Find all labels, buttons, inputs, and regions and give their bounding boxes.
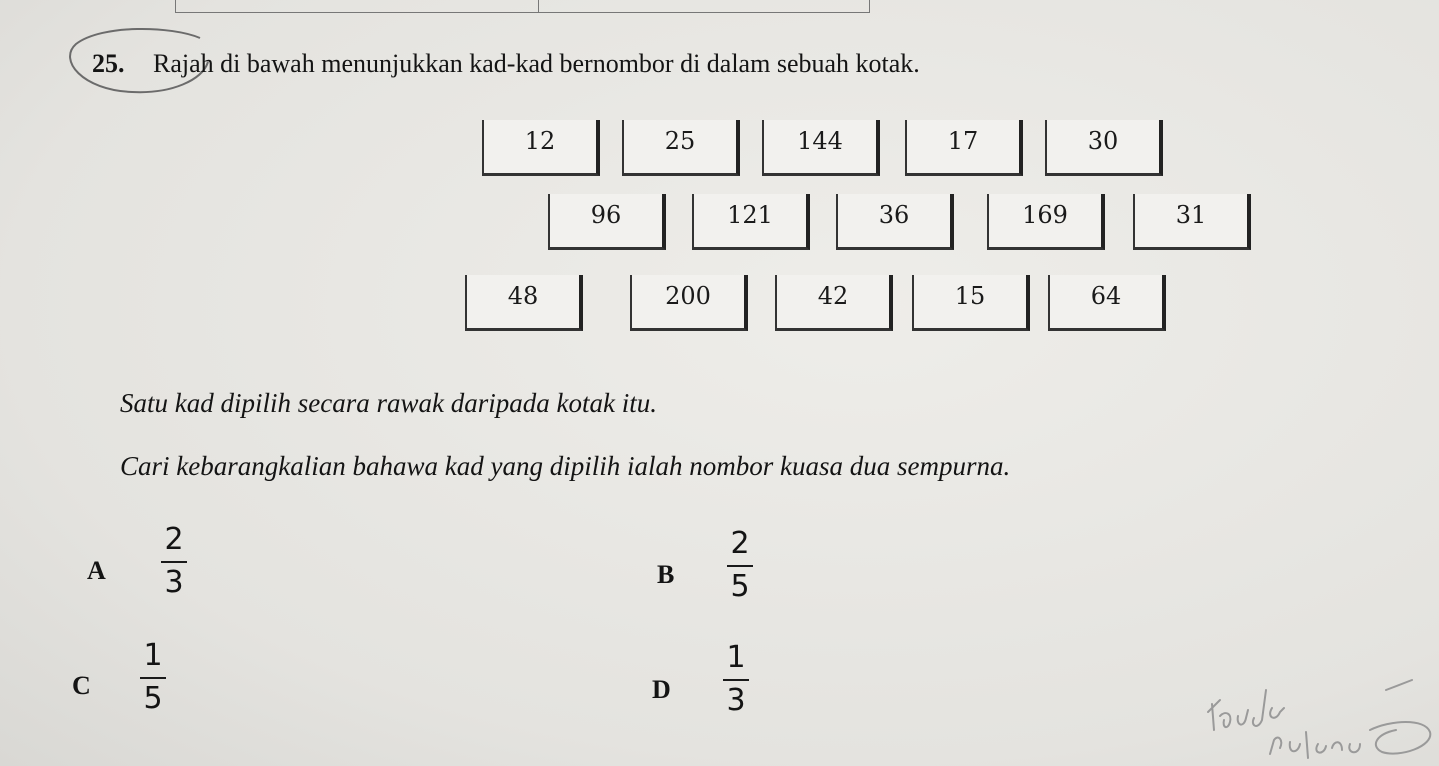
option-b-fraction[interactable] (720, 526, 760, 604)
option-c-numerator: 1 (143, 638, 163, 673)
option-d-denominator: 3 (726, 683, 746, 718)
number-card: 48 (465, 275, 583, 331)
previous-question-box-edge (175, 0, 870, 13)
number-card: 96 (548, 194, 666, 250)
number-card: 200 (630, 275, 748, 331)
previous-question-box-divider (538, 0, 539, 12)
number-card: 25 (622, 120, 740, 176)
option-c-letter[interactable]: C (72, 671, 91, 700)
option-d-fraction[interactable] (716, 640, 756, 718)
number-card: 36 (836, 194, 954, 250)
number-card: 12 (482, 120, 600, 176)
fraction-bar (140, 677, 166, 679)
pencil-scribble (1200, 660, 1439, 766)
option-c-denominator: 5 (143, 681, 163, 716)
statement-line-1: Satu kad dipilih secara rawak daripada kotak itu. (120, 388, 657, 418)
statement-line-2: Cari kebarangkalian bahawa kad yang dipilih ialah nombor kuasa dua sempurna. (120, 451, 1011, 481)
option-d-letter[interactable]: D (652, 675, 671, 704)
option-a-numerator: 2 (164, 522, 184, 557)
option-b-denominator: 5 (730, 569, 750, 604)
option-a-fraction[interactable] (154, 522, 194, 600)
question-stem: Rajah di bawah menunjukkan kad-kad bernombor di dalam sebuah kotak. (153, 49, 920, 78)
number-card: 42 (775, 275, 893, 331)
number-card: 121 (692, 194, 810, 250)
option-d-numerator: 1 (726, 640, 746, 675)
number-card: 15 (912, 275, 1030, 331)
option-b-letter[interactable]: B (657, 560, 675, 589)
number-card: 169 (987, 194, 1105, 250)
fraction-bar (727, 565, 753, 567)
number-card: 64 (1048, 275, 1166, 331)
number-card: 144 (762, 120, 880, 176)
fraction-bar (161, 561, 187, 563)
number-card: 17 (905, 120, 1023, 176)
option-b-numerator: 2 (730, 526, 750, 561)
number-card: 30 (1045, 120, 1163, 176)
option-a-letter[interactable]: A (87, 556, 106, 585)
fraction-bar (723, 679, 749, 681)
question-number: 25. (92, 49, 125, 78)
number-card: 31 (1133, 194, 1251, 250)
option-c-fraction[interactable] (133, 638, 173, 716)
option-a-denominator: 3 (164, 565, 184, 600)
